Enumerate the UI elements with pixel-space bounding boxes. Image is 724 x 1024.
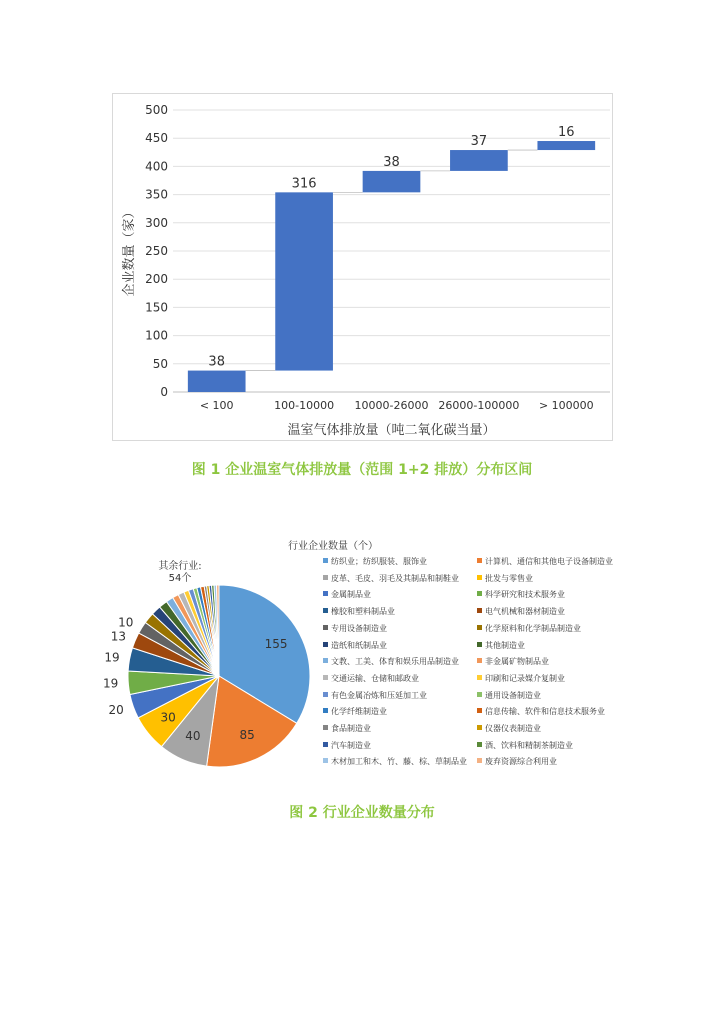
y-tick-label: 150 <box>145 300 168 315</box>
legend-swatch <box>323 758 328 763</box>
y-tick-label: 450 <box>145 131 168 146</box>
x-tick-label: 10000-26000 <box>354 399 429 412</box>
y-tick-label: 250 <box>145 244 168 258</box>
legend-item <box>477 674 565 684</box>
legend-swatch <box>477 558 482 563</box>
legend-swatch <box>323 725 328 730</box>
x-tick-label: < 100 <box>199 399 234 412</box>
legend-swatch <box>477 575 482 580</box>
legend-label: 皮革、毛皮、羽毛及其制品和制鞋业 <box>331 573 459 583</box>
legend-item <box>323 574 459 584</box>
legend-swatch <box>477 642 482 647</box>
legend-item <box>477 707 605 717</box>
legend-label: 食品制造业 <box>331 724 371 733</box>
pie-title: 行业企业数量（个） <box>288 541 378 552</box>
x-tick-label: > 100000 <box>538 399 594 412</box>
pie-slice-label: 30 <box>160 710 176 725</box>
others-value: 54个 <box>168 573 192 584</box>
figure-1-caption: 图 1 企业温室气体排放量（范围 1+2 排放）分布区间 <box>191 462 533 478</box>
legend-swatch <box>323 625 328 630</box>
legend-label: 批发与零售业 <box>485 573 533 583</box>
legend-item <box>477 641 525 651</box>
legend-swatch <box>477 658 482 663</box>
legend-label: 有色金属冶炼和压延加工业 <box>331 690 427 700</box>
legend-label: 纺织业；纺织服装、服饰业 <box>331 557 427 566</box>
legend-item <box>323 641 387 651</box>
legend-label: 金属制品业 <box>331 590 371 600</box>
x-axis-label: 温室气体排放量（吨二氧化碳当量） <box>287 423 496 438</box>
legend-swatch <box>477 608 482 613</box>
legend-item <box>323 557 427 567</box>
pie-slice-label: 40 <box>185 729 201 744</box>
y-tick-label: 50 <box>152 356 168 371</box>
y-tick-label: 100 <box>145 328 168 343</box>
pie-slice-label: 13 <box>110 629 127 644</box>
legend-item <box>323 707 387 717</box>
others-label: 其余行业: <box>158 561 202 572</box>
legend-swatch <box>323 642 328 647</box>
legend-label: 其他制造业 <box>485 640 525 650</box>
legend-label: 印刷和记录媒介复制业 <box>485 673 565 683</box>
y-tick-label: 300 <box>145 215 168 230</box>
legend-item <box>323 674 419 684</box>
legend-swatch <box>323 675 328 680</box>
legend-label: 汽车制造业 <box>331 740 371 750</box>
legend-item <box>323 741 371 751</box>
legend-swatch <box>323 591 328 596</box>
legend-swatch <box>323 558 328 563</box>
legend-swatch <box>477 591 482 596</box>
pie-slice-label: 10 <box>118 615 134 630</box>
bar-value-label: 16 <box>558 125 575 141</box>
legend-label: 科学研究和技术服务业 <box>485 590 565 600</box>
legend-item <box>477 741 573 751</box>
y-tick-label: 0 <box>160 385 168 399</box>
pie-slice-label: 155 <box>264 636 288 651</box>
legend-label: 橡胶和塑料制品业 <box>331 607 395 617</box>
legend-item <box>477 590 565 600</box>
legend-item <box>323 657 459 667</box>
pie-slice-label: 19 <box>103 676 119 691</box>
legend-label: 木材加工和木、竹、藤、棕、草制品业 <box>331 757 467 767</box>
legend-swatch <box>323 692 328 697</box>
legend-swatch <box>323 575 328 580</box>
legend-item <box>323 590 371 600</box>
legend-item <box>477 691 541 701</box>
y-tick-label: 500 <box>145 103 168 117</box>
y-tick-label: 350 <box>145 187 168 202</box>
legend-label: 通用设备制造业 <box>485 690 541 700</box>
bar-value-label: 37 <box>470 134 488 150</box>
legend-item <box>477 574 533 584</box>
legend-item <box>323 607 395 617</box>
legend-swatch <box>477 725 482 730</box>
legend-label: 信息传输、软件和信息技术服务业 <box>485 707 605 717</box>
legend-swatch <box>323 708 328 713</box>
x-tick-label: 100-10000 <box>274 399 335 412</box>
figure-2-caption: 图 2 行业企业数量分布 <box>289 805 435 821</box>
legend-item <box>477 724 541 734</box>
legend-label: 文教、工美、体育和娱乐用品制造业 <box>331 657 459 667</box>
others-annotation <box>150 561 210 585</box>
bar-value-label: 38 <box>383 154 400 170</box>
legend-item <box>477 557 613 567</box>
legend-item <box>323 691 427 701</box>
legend-item <box>477 657 549 667</box>
legend-swatch <box>477 742 482 747</box>
legend-label: 仪器仪表制造业 <box>485 724 541 733</box>
legend-label: 造纸和纸制品业 <box>331 640 387 650</box>
y-axis-label: 企业数量（家） <box>122 205 137 297</box>
bar-value-label: 38 <box>208 354 225 370</box>
legend-item <box>323 624 387 634</box>
legend-label: 交通运输、仓储和邮政业 <box>331 673 419 683</box>
legend-swatch <box>323 608 328 613</box>
legend-swatch <box>477 692 482 697</box>
legend-swatch <box>477 625 482 630</box>
legend-label: 废弃资源综合利用业 <box>485 757 557 767</box>
legend-swatch <box>323 742 328 747</box>
x-tick-label: 26000-100000 <box>438 399 520 412</box>
pie-slice-label: 85 <box>239 728 255 743</box>
y-tick-label: 400 <box>145 159 168 174</box>
legend-item <box>323 757 467 767</box>
legend-swatch <box>477 675 482 680</box>
legend-label: 化学纤维制造业 <box>331 707 387 717</box>
bar-value-label: 316 <box>291 176 317 192</box>
legend-label: 化学原料和化学制品制造业 <box>485 623 581 633</box>
legend-item <box>323 724 371 734</box>
legend-swatch <box>477 758 482 763</box>
pie-slice-label: 19 <box>104 650 120 665</box>
legend-label: 专用设备制造业 <box>331 623 387 633</box>
legend-label: 电气机械和器材制造业 <box>485 607 565 617</box>
pie-slice-label: 20 <box>108 702 124 717</box>
legend-label: 计算机、通信和其他电子设备制造业 <box>485 557 613 566</box>
legend-swatch <box>477 708 482 713</box>
legend-label: 非金属矿物制品业 <box>485 657 549 667</box>
legend-label: 酒、饮料和精制茶制造业 <box>485 740 573 750</box>
y-tick-label: 200 <box>145 272 168 287</box>
legend-item <box>477 607 565 617</box>
legend-item <box>477 757 557 767</box>
legend-swatch <box>323 658 328 663</box>
legend-item <box>477 624 581 634</box>
